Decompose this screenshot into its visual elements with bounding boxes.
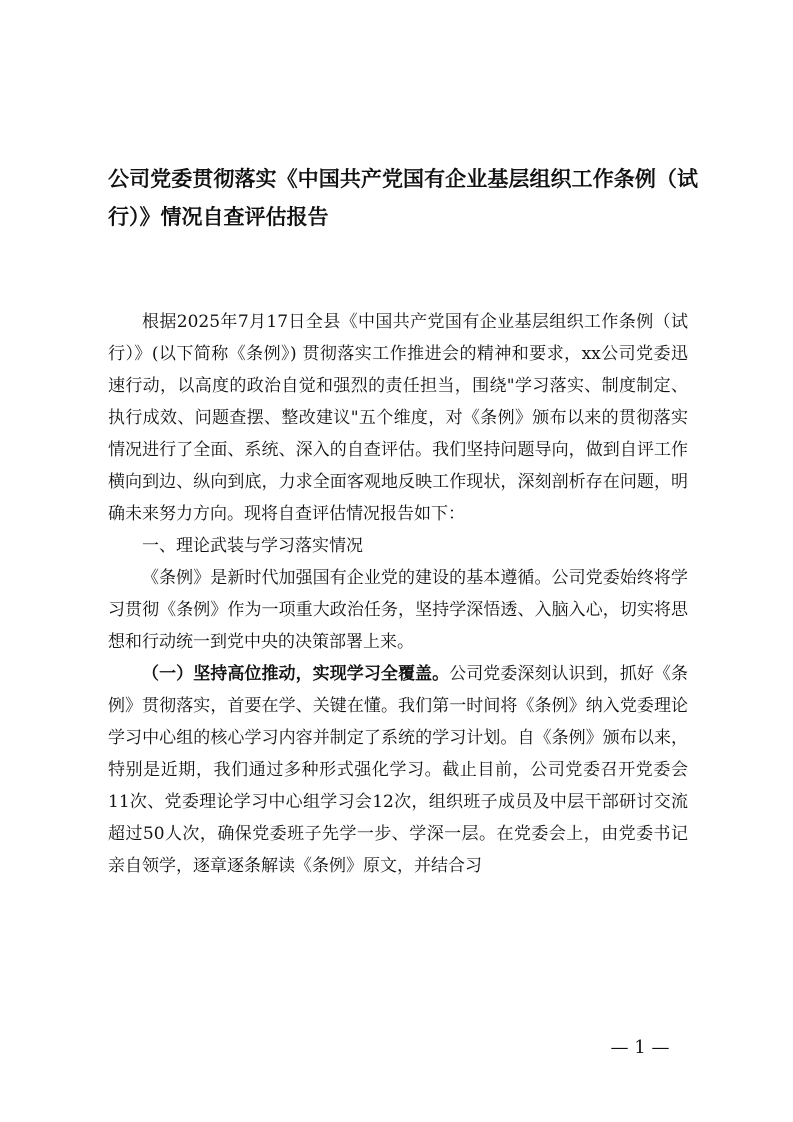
subsection-paragraph <box>108 658 688 882</box>
document-title: 公司党委贯彻落实《中国共产党国有企业基层组织工作条例（试行）》情况自查评估报告 <box>108 167 698 229</box>
subsection-lead: （一）坚持高位推动，实现学习全覆盖。 <box>142 664 450 684</box>
page-number: — 1 — <box>610 1037 670 1058</box>
document-body <box>108 306 688 882</box>
section-paragraph: 《条例》是新时代加强国有企业党的建设的基本遵循。公司党委始终将学习贯彻《条例》作为一项重大政治任务，坚持学深悟透、入脑入心，切实将思想和行动统一到党中央的决策部署上来。 <box>108 568 688 652</box>
subsection-text: 公司党委深刻认识到，抓好《条例》贯彻落实，首要在学、关键在懂。我们第一时间将《条例》纳入党委理论学习中心组的核心学习内容并制定了系统的学习计划。自《条例》颁布以来，特别是近期，我们通过多种形式强化学习。截止目前，公司党委召开党委会11次、党委理论学习中心组学习会12次，组织班子成员及中层干部研讨交流超过50人次，确保党委班子先学一步、学深一层。在党委会上，由党委书记亲自领学，逐章逐条解读《条例》原文，并结合习 <box>108 664 689 876</box>
section-heading: 一、理论武装与学习落实情况 <box>142 536 363 556</box>
intro-paragraph: 根据2025年7月17日全县《中国共产党国有企业基层组织工作条例（试行）》(以下简称《条例》) 贯彻落实工作推进会的精神和要求，xx公司党委迅速行动，以高度的政治自觉和强烈的责任担当，围绕"学习落实、制度制定、执行成效、问题查摆、整改建议"五个维度，对《条例》颁布以来的贯彻落实情况进行了全面、系统、深入的自查评估。我们坚持问题导向，做到自评工作横向到边、纵向到底，力求全面客观地反映工作现状，深刻剖析存在问题，明确未来努力方向。现将自查评估情况报告如下： <box>108 312 688 524</box>
